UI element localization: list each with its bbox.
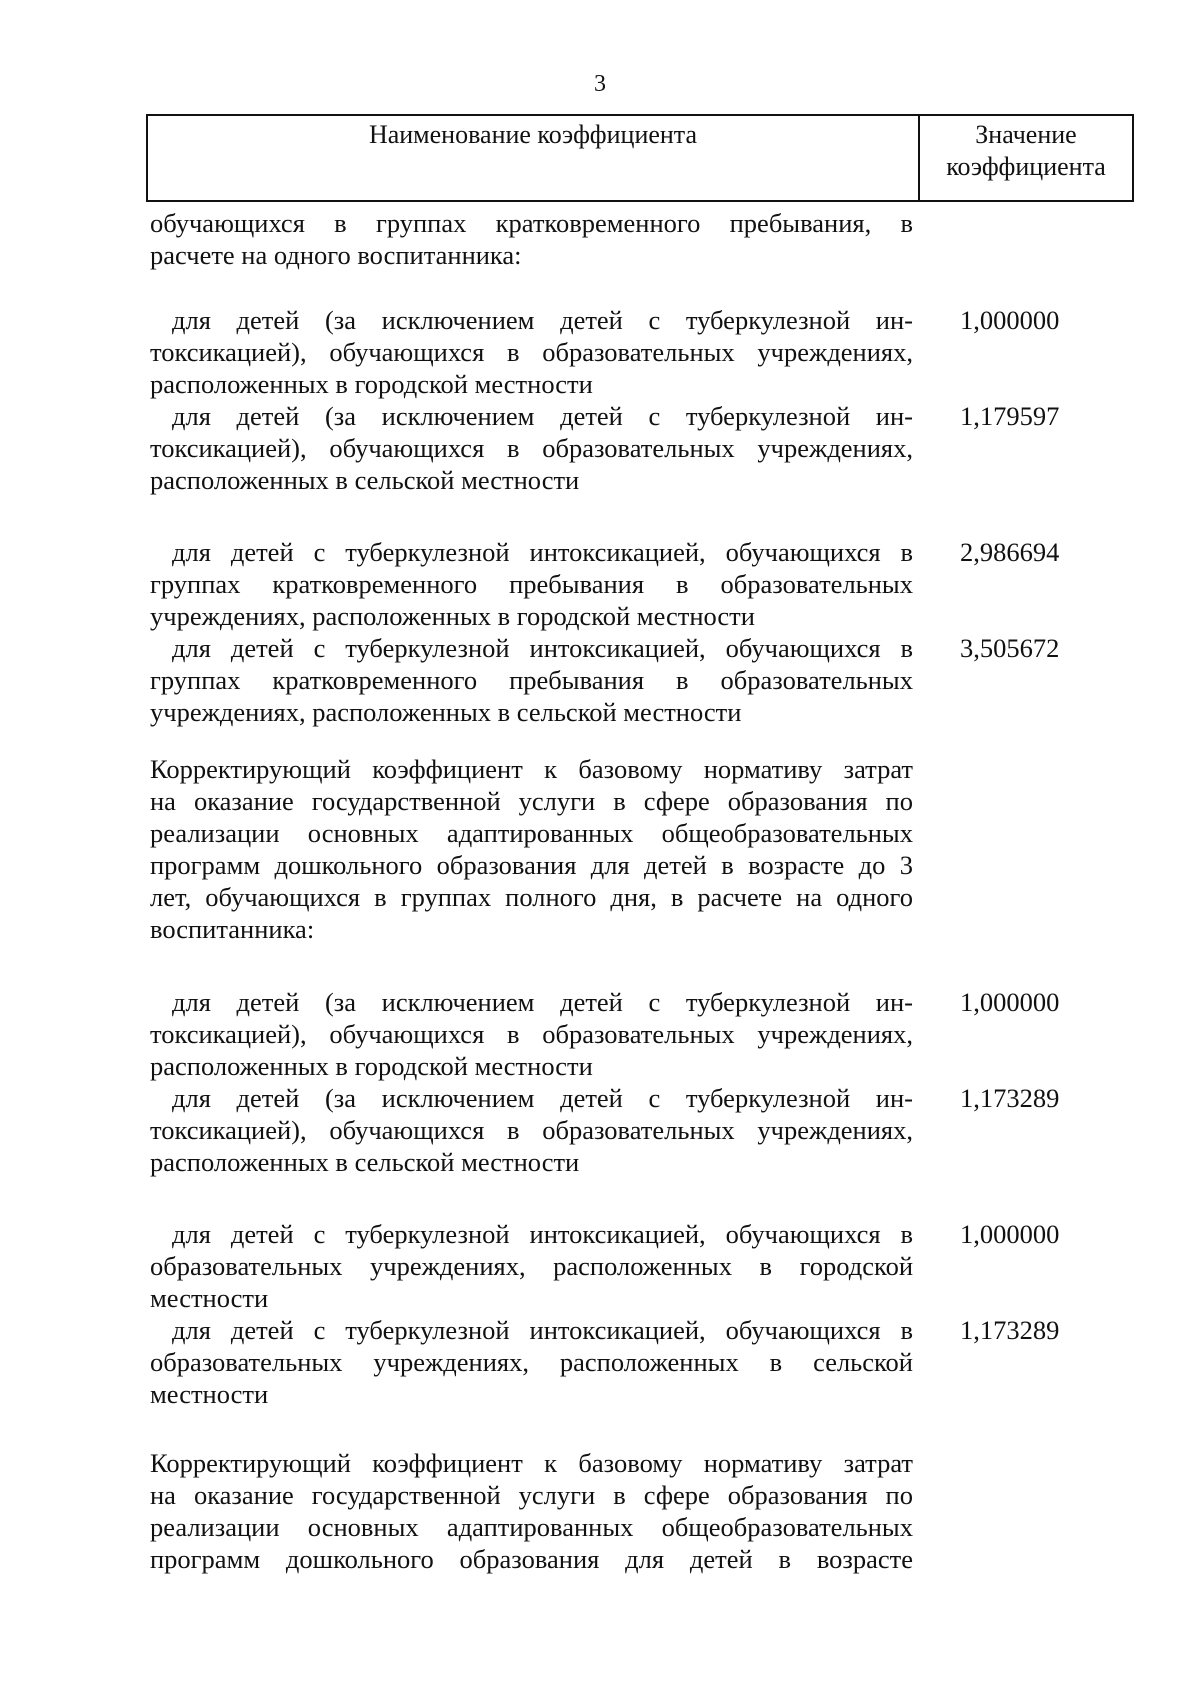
row-text-line: для детей с туберкулезной интоксикацией, обучающихся в (172, 633, 913, 663)
row-text-line: образовательных учреждениях, расположенных в городской (150, 1251, 913, 1281)
column-header-value-line1: Значение (975, 120, 1077, 149)
coefficient-value: 1,000000 (960, 305, 1060, 335)
column-header-name: Наименование коэффициента (148, 116, 920, 200)
coefficient-heading-line: программ дошкольного образования для детей в возрасте (150, 1544, 913, 1574)
row-text-line: для детей (за исключением детей с туберкулезной ин- (172, 305, 913, 335)
row-text-line: для детей (за исключением детей с туберкулезной ин- (172, 987, 913, 1017)
row-text-line: расположенных в городской местности (150, 369, 593, 399)
coefficient-heading-line: лет, обучающихся в группах полного дня, в расчете на одного (150, 882, 913, 912)
coefficient-value: 1,000000 (960, 1219, 1060, 1249)
row-text-line: группах кратковременного пребывания в образовательных (150, 569, 913, 599)
page-number: 3 (594, 71, 606, 97)
row-text-line: группах кратковременного пребывания в образовательных (150, 665, 913, 695)
coefficient-value: 1,173289 (960, 1315, 1060, 1345)
row-text-line: для детей с туберкулезной интоксикацией, обучающихся в (172, 1315, 913, 1345)
row-text-line: образовательных учреждениях, расположенных в сельской (150, 1347, 913, 1377)
coefficient-heading-line: на оказание государственной услуги в сфере образования по (150, 1480, 913, 1510)
coefficient-value: 1,179597 (960, 401, 1060, 431)
row-text-line: местности (150, 1283, 269, 1313)
row-text-line: для детей с туберкулезной интоксикацией, обучающихся в (172, 1219, 913, 1249)
row-text-line: для детей с туберкулезной интоксикацией, обучающихся в (172, 537, 913, 567)
row-text-line: для детей (за исключением детей с туберкулезной ин- (172, 1083, 913, 1113)
intro-line: расчете на одного воспитанника: (150, 240, 522, 270)
row-text-line: токсикацией), обучающихся в образовательных учреждениях, (150, 433, 913, 463)
intro-line: обучающихся в группах кратковременного пребывания, в (150, 208, 913, 238)
row-text-line: расположенных в городской местности (150, 1051, 593, 1081)
row-text-line: местности (150, 1379, 269, 1409)
coefficient-heading-line: на оказание государственной услуги в сфере образования по (150, 786, 913, 816)
coefficient-value: 3,505672 (960, 633, 1060, 663)
row-text-line: учреждениях, расположенных в сельской местности (150, 697, 742, 727)
coefficient-heading-line: воспитанника: (150, 914, 315, 944)
coefficient-value: 1,173289 (960, 1083, 1060, 1113)
row-text-line: токсикацией), обучающихся в образовательных учреждениях, (150, 1115, 913, 1145)
column-header-value-line2: коэффициента (946, 152, 1106, 181)
row-text-line: токсикацией), обучающихся в образовательных учреждениях, (150, 337, 913, 367)
row-text-line: расположенных в сельской местности (150, 1147, 580, 1177)
row-text-line: учреждениях, расположенных в городской местности (150, 601, 755, 631)
coefficient-heading-line: Корректирующий коэффициент к базовому нормативу затрат (150, 754, 913, 784)
coefficient-heading-line: Корректирующий коэффициент к базовому нормативу затрат (150, 1448, 913, 1478)
coefficient-heading-line: программ дошкольного образования для детей в возрасте до 3 (150, 850, 913, 880)
coefficient-heading-line: реализации основных адаптированных общеобразовательных (150, 818, 913, 848)
row-text-line: токсикацией), обучающихся в образовательных учреждениях, (150, 1019, 913, 1049)
coefficient-value: 1,000000 (960, 987, 1060, 1017)
coefficient-heading-line: реализации основных адаптированных общеобразовательных (150, 1512, 913, 1542)
row-text-line: для детей (за исключением детей с туберкулезной ин- (172, 401, 913, 431)
coefficient-value: 2,986694 (960, 537, 1060, 567)
row-text-line: расположенных в сельской местности (150, 465, 580, 495)
